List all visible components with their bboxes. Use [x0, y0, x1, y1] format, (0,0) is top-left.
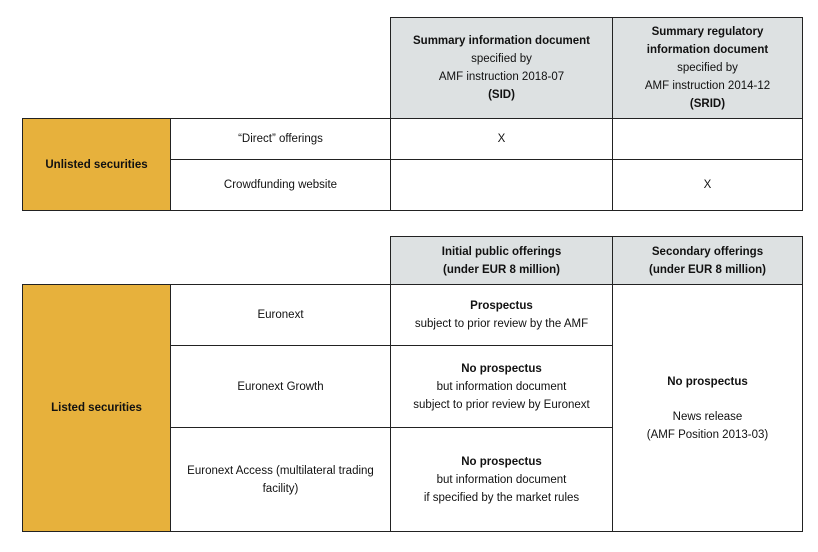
cell-crowdfunding-srid: [612, 159, 803, 211]
ipo-line2: subject to prior review by Euronext: [413, 398, 590, 411]
mark-x: X: [497, 133, 506, 145]
ipo-line2: if specified by the market rules: [423, 491, 580, 504]
row-label-text: Euronext Growth: [237, 380, 324, 393]
row-label-euronext-growth: [170, 345, 391, 428]
ipo-line1: subject to prior review by the AMF: [414, 318, 589, 330]
header-srid-abbr: (SRID): [689, 98, 726, 110]
header-secondary-offerings: [612, 236, 803, 285]
cell-secondary-offerings: [612, 284, 803, 532]
category-unlisted-securities: [22, 118, 171, 211]
ipo-line1: but information document: [436, 380, 567, 393]
cell-euronext-access-ipo: [390, 427, 613, 532]
row-label-text: Crowdfunding website: [223, 179, 338, 191]
row-label-line2: facility): [262, 482, 299, 495]
cell-crowdfunding-sid: [390, 159, 613, 211]
header-ipo-line2: (under EUR 8 million): [443, 263, 560, 276]
header-sid-title: Summary information document: [413, 35, 590, 47]
row-label-euronext: [170, 284, 391, 346]
row-label-crowdfunding-website: [170, 159, 391, 211]
secondary-line1: News release: [672, 410, 743, 423]
header-sid-abbr: (SID): [488, 89, 515, 101]
header-sid-line2: specified by: [471, 53, 532, 65]
cell-euronext-ipo: [390, 284, 613, 346]
row-label-text: “Direct” offerings: [238, 133, 323, 145]
header-sid: [390, 17, 613, 119]
header-srid: [612, 17, 803, 119]
secondary-title: No prospectus: [667, 375, 748, 388]
cell-direct-srid: [612, 118, 803, 160]
ipo-title: Prospectus: [470, 300, 533, 312]
ipo-title: No prospectus: [461, 455, 542, 468]
header-ipo-line1: Initial public offerings: [441, 245, 562, 258]
header-srid-line4: AMF instruction 2014-12: [644, 80, 771, 92]
header-srid-title-line1: Summary regulatory: [651, 26, 764, 38]
header-sid-line3: AMF instruction 2018-07: [438, 71, 565, 83]
cell-euronext-growth-ipo: [390, 345, 613, 428]
category-listed-securities: [22, 284, 171, 532]
category-listed-label: Listed securities: [51, 402, 142, 414]
cell-direct-sid: [390, 118, 613, 160]
secondary-line2: (AMF Position 2013-03): [646, 428, 769, 441]
category-unlisted-label: Unlisted securities: [45, 158, 148, 171]
row-label-euronext-access: [170, 427, 391, 532]
row-label-line1: Euronext Access (multilateral trading: [187, 464, 374, 477]
header-srid-title-line2: information document: [646, 44, 769, 56]
header-secondary-line2: (under EUR 8 million): [649, 263, 766, 276]
ipo-line1: but information document: [436, 473, 567, 486]
header-srid-line3: specified by: [677, 62, 738, 74]
row-label-text: Euronext: [257, 309, 304, 321]
mark-x: X: [703, 179, 712, 191]
ipo-title: No prospectus: [461, 362, 542, 375]
header-secondary-line1: Secondary offerings: [651, 245, 764, 258]
header-initial-public-offerings: [390, 236, 613, 285]
row-label-direct-offerings: [170, 118, 391, 160]
